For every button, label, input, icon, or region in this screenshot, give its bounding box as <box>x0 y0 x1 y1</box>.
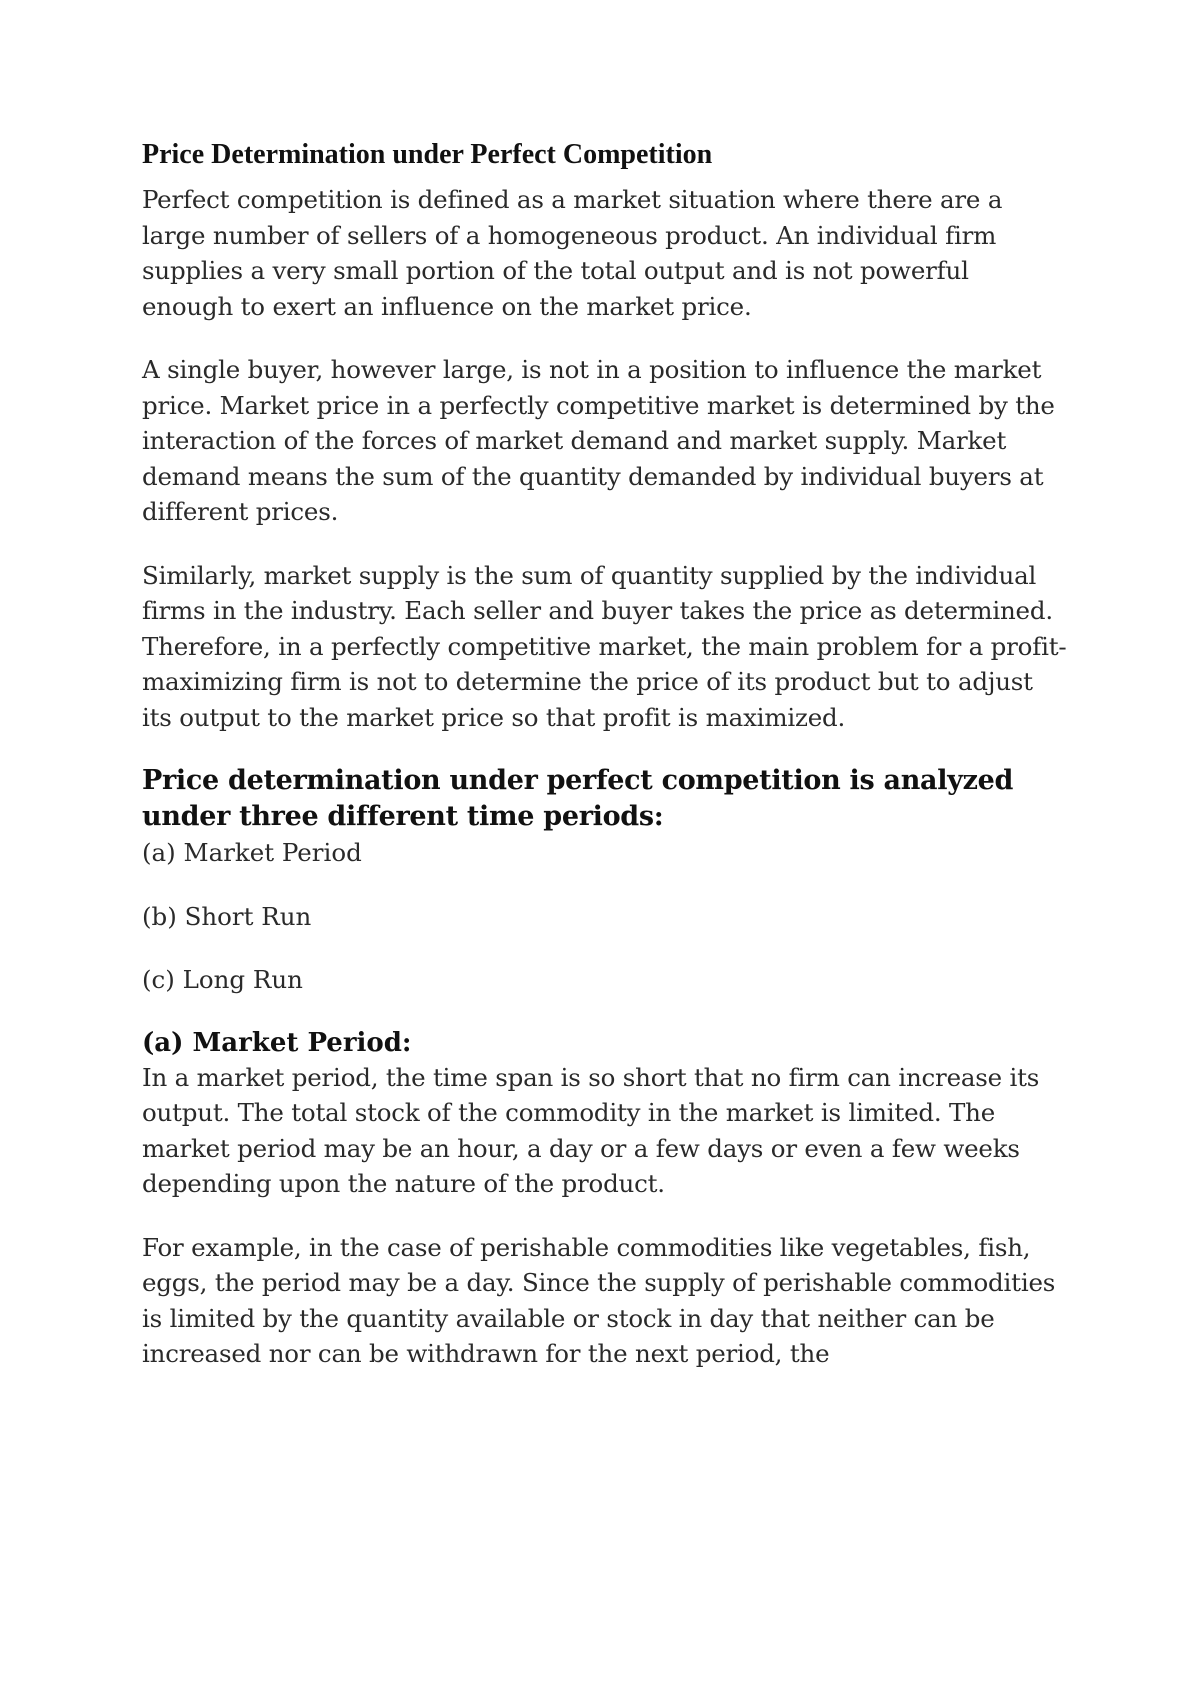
periods-heading: Price determination under perfect competition is analyzed under three different time periods: <box>142 765 1014 832</box>
document-page <box>142 138 1067 1372</box>
example-paragraph: For example, in the case of perishable commodities like vegetables, fish, eggs, the period may be a day. Since the supply of perishable commodities is limited by the quantity available or stock in day that neither can be increased nor can be withdrawn for the next period, the <box>142 1232 1056 1368</box>
periods-list <box>142 835 1067 998</box>
list-item: (c) Long Run <box>142 965 303 994</box>
market-period-paragraph: In a market period, the time span is so short that no firm can increase its output. The total stock of the commodity in the market is limited. The market period may be an hour, a day or a few days or even a few weeks depending upon the nature of the product. <box>142 1062 1040 1198</box>
market-period-heading: (a) Market Period: <box>142 1027 412 1058</box>
page-title: Price Determination under Perfect Competition <box>142 139 713 170</box>
intro-paragraph: Perfect competition is defined as a market situation where there are a large number of sellers of a homogeneous product. An individual firm supplies a very small portion of the total output and is not powerful enough to exert an influence on the market price. <box>142 185 1003 321</box>
list-item: (a) Market Period <box>142 838 362 867</box>
list-item: (b) Short Run <box>142 901 312 931</box>
supply-paragraph: Similarly, market supply is the sum of quantity supplied by the individual firms in the industry. Each seller and buyer takes the price as determined. Therefore, in a perfectly competitive market, the main problem for a profit-maximizing firm is not to determine the price of its product but to adjust its output to the market price so that profit is maximized. <box>142 560 1067 732</box>
buyer-paragraph: A single buyer, however large, is not in a position to influence the market price. Market price in a perfectly competitive market is determined by the interaction of the forces of market demand and market supply. Market demand means the sum of the quantity demanded by individual buyers at different prices. <box>142 355 1055 526</box>
